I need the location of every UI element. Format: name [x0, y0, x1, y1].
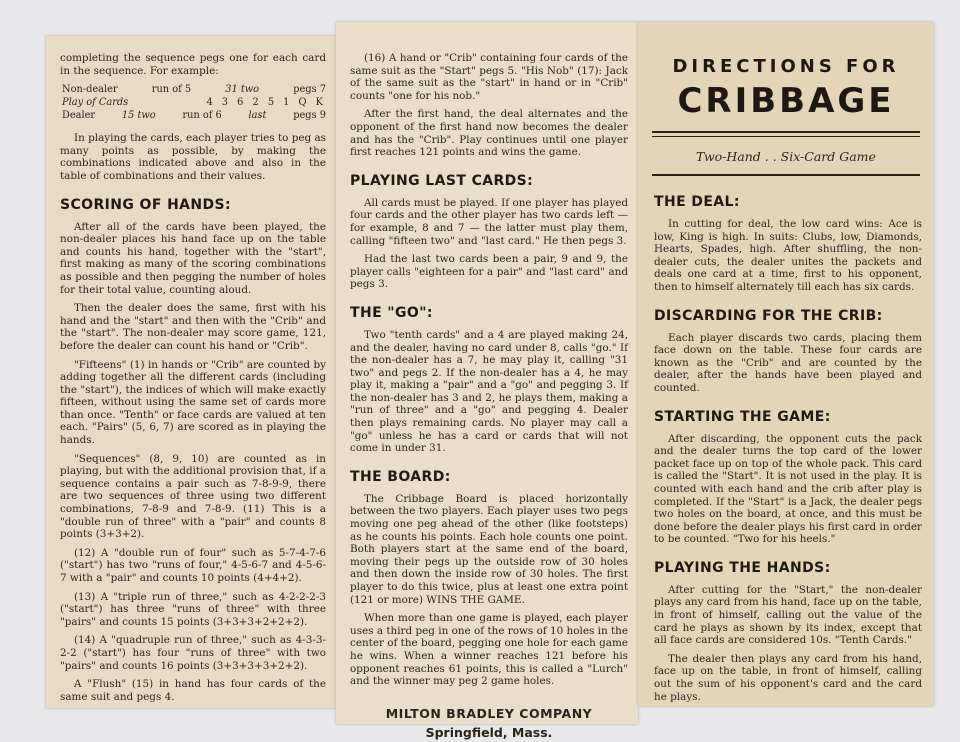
scoring-p2: Then the dealer does the same, first with his hand and the "start" and then with the "Crib" and the "start". The non-dealer may score game, 121, before the dealer can count his hand or "Crib". — [60, 302, 326, 352]
example-sequence — [62, 83, 326, 122]
go-text: Two "tenth cards" and a 4 are played making 24, and the dealer, having no card under 8, calls "go." If the non-dealer has a 7, he may play it, calling "31 two" and pegs 2. If the non-dealer has a 4, he may play it, making a "pair" and a "go" and pegging 3. If the non-dealer has 3 and 2, he plays them, making a "run of three" and a "go" and pegging 4. Dealer then plays remaining cards. No player may call a "go" unless he has a card or cards that will not come in under 31. — [350, 328, 628, 455]
intro-text: completing the sequence pegs one for each card in the sequence. For example: — [60, 52, 326, 77]
ex-nondealer-two: 31 two — [225, 84, 260, 96]
heading-last-cards: PLAYING LAST CARDS: — [350, 172, 534, 189]
title-rule — [652, 131, 920, 133]
scoring-p6: (13) A "triple run of three," such as 4-2-2-2-3 ("start") has three "runs of three" with three "pairs" and counts 15 points (3+3+3+2+2+2). — [60, 590, 326, 628]
ex-play-cards: 4 3 6 2 5 1 Q K — [206, 97, 326, 109]
ex-nondealer-label: Non-dealer — [62, 84, 118, 96]
heading-scoring: SCORING OF HANDS: — [60, 196, 232, 213]
board-p2: When more than one game is played, each player uses a third peg in one of the rows of 10 holes in the center of the board, pegging one hole for each game he wins. When a winner reaches 121 before his opponent reaches 61 points, this is called a "Lurch" and the winner may peg 2 game holes. — [350, 612, 628, 688]
heading-board: THE BOARD: — [350, 468, 451, 485]
heading-go: THE "GO": — [350, 304, 433, 321]
ex-dealer-pegs: pegs 9 — [293, 110, 326, 122]
ex-nondealer-run: run of 5 — [151, 84, 192, 96]
playing-hands-p1: After cutting for the "Start," the non-dealer plays any card from his hand, face up on the table, in front of himself, calling out the value of the card he plays as shown by its index, except that all face cards are considered 10s. "Tenth Cards." — [654, 583, 922, 647]
scoring-p5: (12) A "double run of four" such as 5-7-4-7-6 ("start") has two "runs of four," 4-5-6-7 and 4-5-6-7 with a "pair" and counts 10 points (4+4+2). — [60, 546, 326, 584]
title-cribbage: CRIBBAGE — [677, 81, 895, 121]
company-city: Springfield, Mass. — [425, 724, 553, 740]
middle-panel — [336, 22, 638, 740]
heading-deal: THE DEAL: — [654, 194, 740, 210]
after-text: After the first hand, the deal alternates and the opponent of the first hand now becomes the dealer and has the "Crib". Play continues until one player first reaches 121 points and wins the game. — [350, 108, 628, 159]
title-directions: DIRECTIONS FOR — [672, 56, 900, 77]
title-rule-thin — [652, 136, 920, 137]
starting-text: After discarding, the opponent cuts the pack and the dealer turns the top card of the lower packet face up on top of the whole pack. This card is called the "Start". It is not used in the play. It is counted with each hand and the crib after play is completed. If the "Start" is a Jack, the dealer pegs two holes on the board, at once, and this must be done before the dealer plays his first card in order to be counted. "Two for his heels." — [654, 432, 922, 546]
right-panel — [638, 22, 934, 706]
scoring-p7: (14) A "quadruple run of three," such as 4-3-3-2-2 ("start") has four "runs of three" with two "pairs" and counts 16 points (3+3+3+3+2+2). — [60, 634, 326, 672]
playing-hands-p2: The dealer then plays any card from his hand, face up on the table, in front of himself, calling out the sum of his opponent's card and the card he plays. — [654, 652, 922, 703]
ex-play-label: Play of Cards — [62, 97, 129, 109]
scoring-p1: After all of the cards have been played, the non-dealer places his hand face up on the table and counts his hand, together with the "start", first making as many of the scoring combinations as possible and then pegging the number of holes for their total value, counting aloud. — [60, 220, 326, 296]
subtitle: Two-Hand . . Six-Card Game — [696, 149, 876, 164]
deal-text: In cutting for deal, the low card wins: Ace is low, King is high. In suits: Clubs, low, Diamonds, Hearts, Spades, high. After shuffling, the non-dealer cuts, the dealer unites the packets and deals one card at a time, first to his opponent, then to himself alternately till each has six cards. — [654, 218, 922, 293]
scoring-p3: "Fifteens" (1) in hands or "Crib" are counted by adding together all the different cards (including the "start"), the indices of which will make exactly fifteen, without using the same set of cards more than once. "Tenth" or face cards are valued at ten each. "Pairs" (5, 6, 7) are scored as in playing the hands. — [60, 358, 326, 447]
scoring-p8: A "Flush" (15) in hand has four cards of the same suit and pegs 4. — [60, 678, 326, 703]
company-name: MILTON BRADLEY COMPANY — [385, 705, 593, 721]
last-p2: Had the last two cards been a pair, 9 and 9, the player calls "eighteen for a pair" and "last card" and pegs 3. — [350, 253, 628, 291]
left-panel — [46, 36, 336, 708]
heading-discard: DISCARDING FOR THE CRIB: — [654, 307, 883, 324]
last-p1: All cards must be played. If one player has played four cards and the other player has two cards left — for example, 8 and 7 — the latter must play them, calling "fifteen two" and "last card." He then pegs 3. — [350, 196, 628, 247]
ex-dealer-last: last — [248, 110, 267, 122]
ex-nondealer-pegs: pegs 7 — [293, 84, 326, 96]
heading-starting: STARTING THE GAME: — [654, 408, 831, 425]
heading-playing-hands: PLAYING THE HANDS: — [654, 559, 831, 576]
playing-text: In playing the cards, each player tries to peg as many points as possible, by making the combinations indicated above and also in the table of combinations and their values. — [60, 132, 326, 182]
crib-text: (16) A hand or "Crib" containing four cards of the same suit as the "Start" pegs 5. "His Nob" (17): Jack of the same suit as the "start" in hand or in "Crib" counts "one for his nob." — [350, 52, 628, 102]
ex-dealer-label: Dealer — [62, 110, 96, 122]
board-p1: The Cribbage Board is placed horizontally between the two players. Each player uses two pegs moving one peg ahead of the other (like footsteps) as he counts his points. Each hole counts one point. Both players start at the same end of the board, moving their pegs up the outside row of 30 holes and then down the inside row of 30 holes. The first player to do this twice, plus at least one extra point (121 or more) WINS THE GAME. — [350, 492, 628, 606]
discard-text: Each player discards two cards, placing them face down on the table. These four cards are known as the "Crib" and are counted by the dealer, after the hands have been played and counted. — [654, 331, 922, 394]
scoring-p4: "Sequences" (8, 9, 10) are counted as in playing, but with the additional provision that, if a sequence contains a pair such as 7-8-9-9, there are two sequences of three using two different combinations, 7-8-9 and 7-8-9. (11) This is a "double run of three" with a "pair" and counts 8 points (3+3+2). — [60, 452, 326, 541]
ex-dealer-two: 15 two — [121, 110, 156, 122]
ex-dealer-run: run of 6 — [182, 110, 222, 122]
subtitle-rule — [652, 174, 920, 176]
